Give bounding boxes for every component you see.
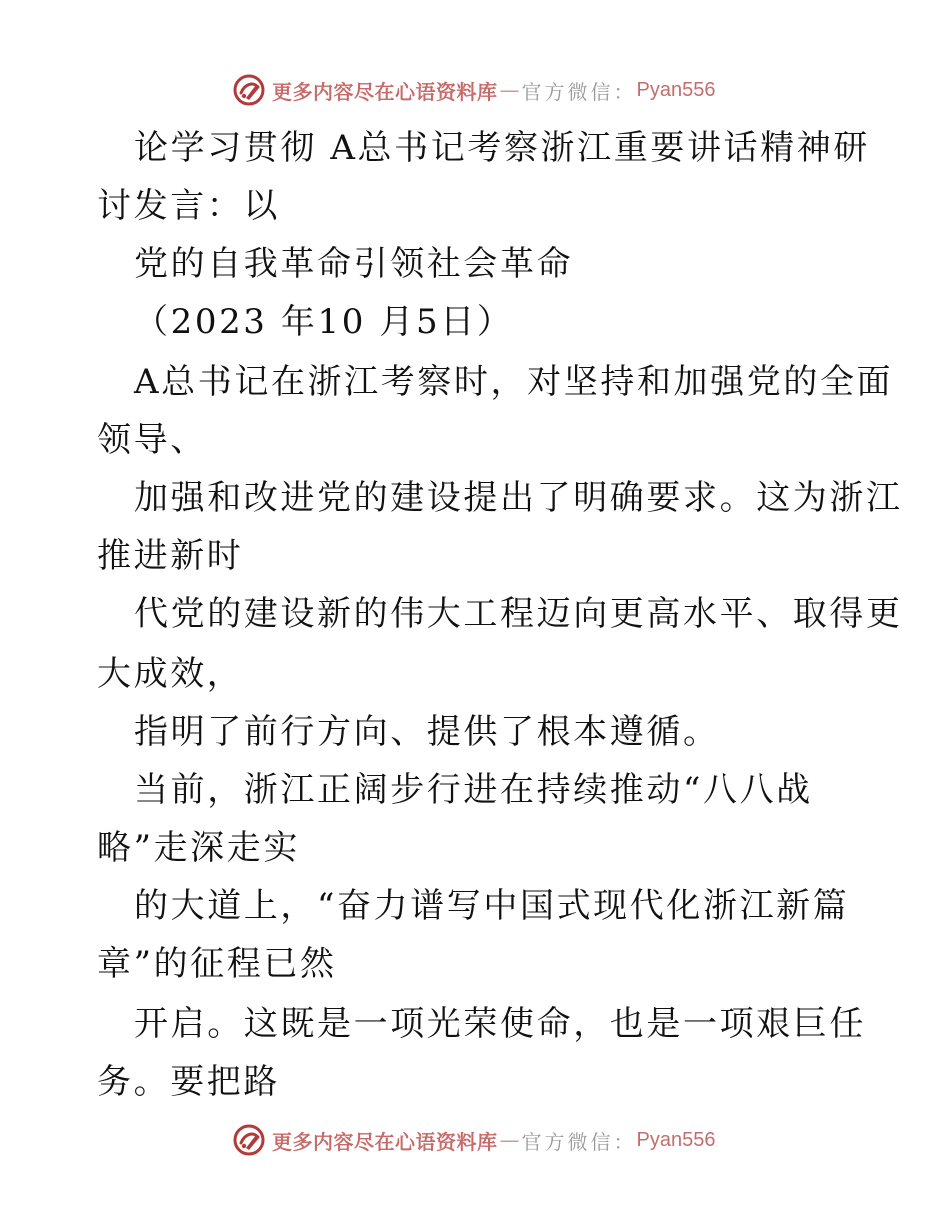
doc-line: 的大道上，“奋力谱写中国式现代化浙江新篇	[134, 886, 850, 926]
doc-line: 章”的征程已然	[97, 944, 337, 984]
banner-separator: —	[499, 78, 520, 102]
doc-line: 务。要把路	[97, 1062, 280, 1102]
doc-line: 论学习贯彻 A总书记考察浙江重要讲话精神研	[134, 128, 870, 168]
banner-wechat-id: Pyan556	[636, 78, 716, 101]
header-banner	[232, 72, 715, 108]
doc-line: 代党的建设新的伟大工程迈向更高水平、取得更	[134, 594, 903, 634]
doc-line: 略”走深走实	[97, 828, 300, 868]
doc-line: 大成效，	[97, 654, 244, 694]
banner-slogan: 更多内容尽在心语资料库	[272, 79, 498, 104]
doc-line: 党的自我革命引领社会革命	[134, 244, 574, 284]
brand-logo-icon	[232, 1123, 266, 1157]
footer-banner	[232, 1122, 715, 1158]
doc-line: 领导、	[97, 420, 207, 460]
doc-line: （2023 年10 月5日）	[134, 302, 514, 342]
doc-line: 当前，浙江正阔步行进在持续推动“八八战	[134, 770, 813, 810]
banner-slogan: 更多内容尽在心语资料库	[272, 1129, 498, 1154]
banner-wechat-label: 官方微信：	[521, 79, 637, 104]
banner-wechat-label: 官方微信：	[521, 1129, 637, 1154]
doc-line: 讨发言：以	[97, 186, 280, 226]
banner-separator: —	[499, 1128, 520, 1152]
doc-line: 加强和改进党的建设提出了明确要求。这为浙江	[134, 478, 903, 518]
brand-logo-icon	[232, 73, 266, 107]
doc-line: 推进新时	[97, 536, 244, 576]
doc-line: 指明了前行方向、提供了根本遵循。	[134, 712, 720, 752]
doc-line: 开启。这既是一项光荣使命，也是一项艰巨任	[134, 1004, 866, 1044]
banner-wechat-id: Pyan556	[636, 1128, 716, 1151]
doc-line: A总书记在浙江考察时，对坚持和加强党的全面	[134, 362, 894, 402]
